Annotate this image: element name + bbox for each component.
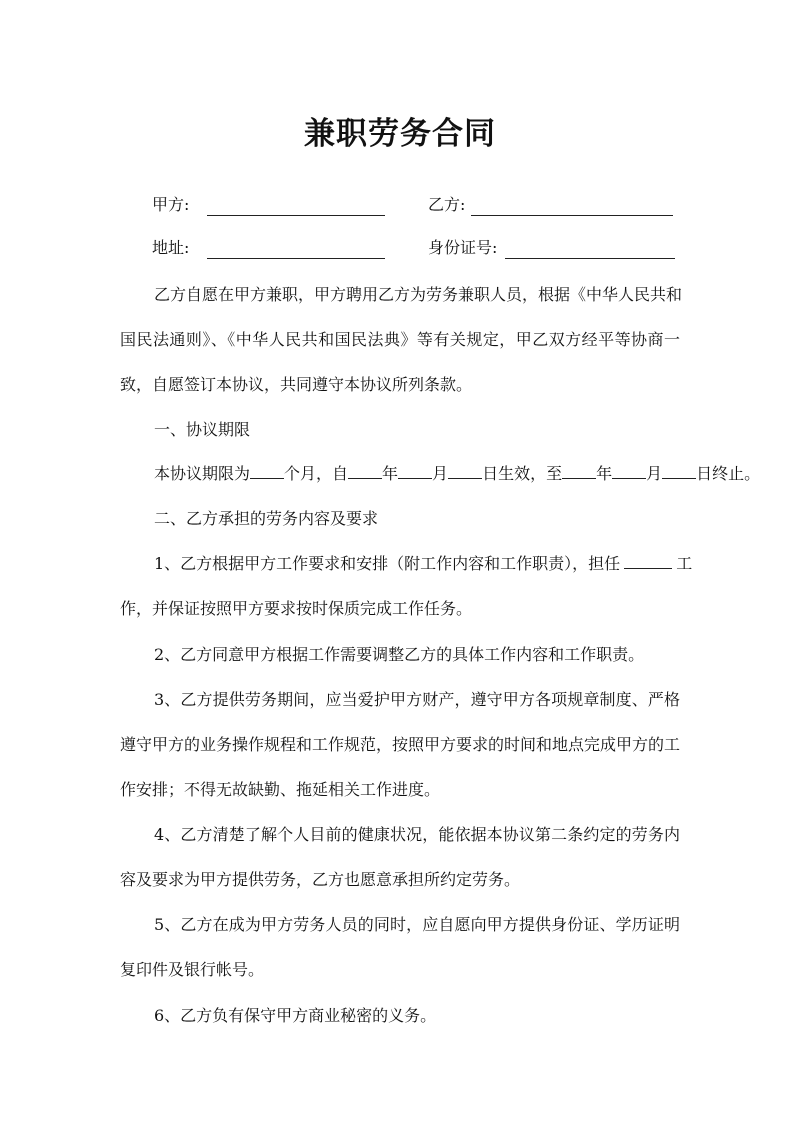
item-1-line-2: 作，并保证按照甲方要求按时保质完成工作任务。 xyxy=(120,599,473,618)
end-day-blank xyxy=(662,464,696,479)
term-text-1: 本协议期限为 xyxy=(154,464,251,483)
item-1-text: 1、乙方根据甲方工作要求和安排（附工作内容和工作职责），担任 xyxy=(154,554,621,573)
item-1-line-1 xyxy=(120,541,693,586)
term-clause xyxy=(120,451,761,496)
party-b-label: 乙方: xyxy=(428,195,466,214)
term-text-6: 年 xyxy=(596,464,613,483)
item-1 xyxy=(120,541,693,631)
term-text-4: 月 xyxy=(432,464,449,483)
item-2: 2、乙方同意甲方根据工作需要调整乙方的具体工作内容和工作职责。 xyxy=(154,645,645,664)
address-blank xyxy=(207,244,385,259)
item-3 xyxy=(120,677,680,812)
months-blank xyxy=(250,464,284,479)
id-number-label: 身份证号: xyxy=(428,238,498,257)
item-3-line-3: 作安排；不得无故缺勤、拖延相关工作进度。 xyxy=(120,780,441,799)
id-number-field xyxy=(428,237,675,259)
item-5-line-2: 复印件及银行帐号。 xyxy=(120,960,265,979)
end-year-blank xyxy=(562,464,596,479)
start-day-blank xyxy=(448,464,482,479)
item-6: 6、乙方负有保守甲方商业秘密的义务。 xyxy=(154,1006,437,1025)
party-a-blank xyxy=(207,201,385,216)
intro-paragraph xyxy=(120,272,683,407)
item-1-text-end: 工 xyxy=(676,554,693,573)
address-field xyxy=(152,237,385,259)
term-text-8: 日终止。 xyxy=(696,464,761,483)
term-text-2: 个月，自 xyxy=(284,464,349,483)
item-3-line-2: 遵守甲方的业务操作规程和工作规范，按照甲方要求的时间和地点完成甲方的工 xyxy=(120,735,681,754)
intro-line-3: 致，自愿签订本协议，共同遵守本协议所列条款。 xyxy=(120,375,473,394)
item-5 xyxy=(120,902,680,992)
item-4-line-2: 容及要求为甲方提供劳务，乙方也愿意承担所约定劳务。 xyxy=(120,870,521,889)
party-a-field xyxy=(152,194,385,216)
intro-line-1: 乙方自愿在甲方兼职，甲方聘用乙方为劳务兼职人员，根据《中华人民共和 xyxy=(154,285,683,304)
id-number-blank xyxy=(505,244,675,259)
party-a-label: 甲方: xyxy=(152,195,190,214)
position-blank xyxy=(624,554,672,569)
item-4-line-1: 4、乙方清楚了解个人目前的健康状况，能依据本协议第二条约定的劳务内 xyxy=(154,825,680,844)
party-b-blank xyxy=(471,201,673,216)
term-text-7: 月 xyxy=(646,464,663,483)
section-1-heading: 一、协议期限 xyxy=(154,420,251,439)
term-text-5: 日生效，至 xyxy=(482,464,563,483)
item-5-line-1: 5、乙方在成为甲方劳务人员的同时，应自愿向甲方提供身份证、学历证明 xyxy=(154,915,680,934)
document-title: 兼职劳务合同 xyxy=(304,116,496,152)
start-month-blank xyxy=(398,464,432,479)
end-month-blank xyxy=(612,464,646,479)
start-year-blank xyxy=(348,464,382,479)
party-b-field xyxy=(428,194,673,216)
section-2-heading: 二、乙方承担的劳务内容及要求 xyxy=(154,509,379,528)
item-4 xyxy=(120,812,680,902)
item-3-line-1: 3、乙方提供劳务期间，应当爱护甲方财产，遵守甲方各项规章制度、严格 xyxy=(154,690,680,709)
term-text-3: 年 xyxy=(382,464,399,483)
intro-line-2: 国民法通则》、《中华人民共和国民法典》等有关规定，甲乙双方经平等协商一 xyxy=(120,330,680,349)
address-label: 地址: xyxy=(152,238,190,257)
